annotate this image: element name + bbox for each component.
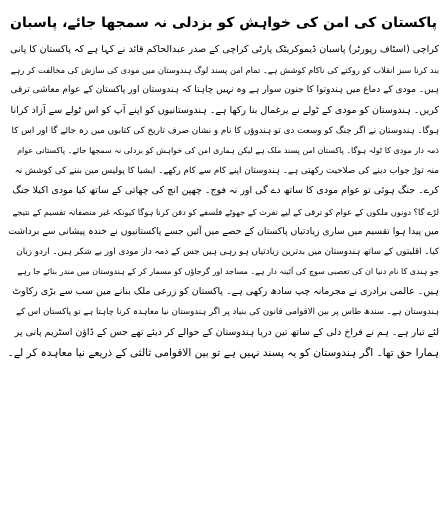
body-line: ہیں۔ عالمی برادری نے مجرمانہ چپ سادھ رکھی ہے۔ پاکستان کو زرعی ملک بنانے میں سب سے بڑی رکاوٹ [12, 286, 439, 298]
body-line: کرے۔ جنگ ہوئی تو عوام مودی کا ساتھ دے گی اور نہ فوج۔ چھپن انچ کی چھاتی کے ساتھ کیا مودی اکیلا جنگ [12, 185, 439, 197]
body-line: ہیں۔ مودی کے دماغ میں ہندوتوا کا جنون سوار ہے وہ نہیں چاہتا کہ ہندوستان اور پاکستان کے عوام معاشی ترقی [10, 85, 439, 96]
article-headline: پاکستان کی امن کی خواہش کو بزدلی نہ سمجھا جائے، پاسبان [10, 15, 437, 31]
body-line: ذمہ دار مودی کا ٹولہ ہوگا۔ پاکستان امن پسند ملک ہے لیکن ہماری امن کی خواہش کو بزدلی نہ سمجھا جائے۔ پاکستانی عوام [17, 145, 439, 155]
body-line: جو ہندی کا نام دنیا ان کی تعصبی سوچ کی آئینہ دار ہے۔ مساجد اور گرجاؤں کو مسمار کر کے ہندوستان میں مندر بنائے جا رہے [17, 267, 439, 277]
body-line: ہمارا حق تھا۔ اگر ہندوستان کو یہ پسند نہیں ہے تو بین الاقوامی ثالثی کے ذریعے نیا معاہدہ کر لے۔ [8, 346, 439, 359]
body-line: کریں۔ ہندوستان کو مودی کے ٹولے نے یرغمال بنا رکھا ہے۔ ہندوستانیوں کو اپنے آپ کو اس ٹولے سے آزاد کرانا [10, 104, 439, 116]
article-body [8, 40, 439, 363]
body-line: کیا۔ اقلیتوں کے ساتھ ہندوستان میں بدترین زیادتیاں ہو رہی ہیں جس کے ذمہ دار مودی اور بے شکر ہیں۔ اردو زبان [16, 246, 439, 257]
body-line: منہ توڑ جواب دینے کی صلاحیت رکھتی ہے۔ ہندوستان اپنے کام سے کام رکھے۔ ایشیا کا پولیس مین بننے کی کوشش نہ [14, 166, 439, 177]
body-line: لئے تیار ہے۔ ہم نے فراخ دلی کے ساتھ تین دریا ہندوستان کے حوالے کر دیئے تھے جس کے ڈاؤن اسٹریم پانی پر [14, 326, 439, 338]
body-line: ہندوستان ہے۔ سندھ طاس پر بین الاقوامی قانون کی بنیاد پر اگر ہندوستان نیا معاہدہ کرنا چاہتا ہے تو پاکستان اس کے [15, 307, 439, 318]
body-line: کراچی (اسٹاف رپورٹر) پاسبان ڈیموکریٹک پارٹی کراچی کے صدر عبدالحاکم قائد نے کہا ہے کہ پاکستان کا پانی [10, 44, 439, 55]
body-line: بند کرنا سبز انقلاب کو روکنے کی ناکام کوشش ہے۔ تمام امن پسند لوگ ہندوستان میں مودی کی سازش کی مخالفت کر رہے [10, 65, 439, 76]
body-line: ہوگا۔ ہندوستان نے اگر جنگ کو وسعت دی تو ہندوؤں کا نام و نشان صرف تاریخ کی کتابوں میں رہ جائے گا اور اس کا [11, 125, 439, 136]
body-line: لڑے گا؟ دونوں ملکوں کے عوام کو ترقی کے لیے نفرت کے جھوٹے فلسفے کو دفن کرنا ہوگا کیونکہ غیر منصفانہ تقسیم کے نتیجے [12, 206, 439, 217]
body-line: میں پیدا ہوا تقسیم میں ساری زیادتیاں پاکستان کے حصے میں آئیں جسے پاکستانیوں نے خندہ پیشانی سے برداشت [8, 225, 439, 237]
